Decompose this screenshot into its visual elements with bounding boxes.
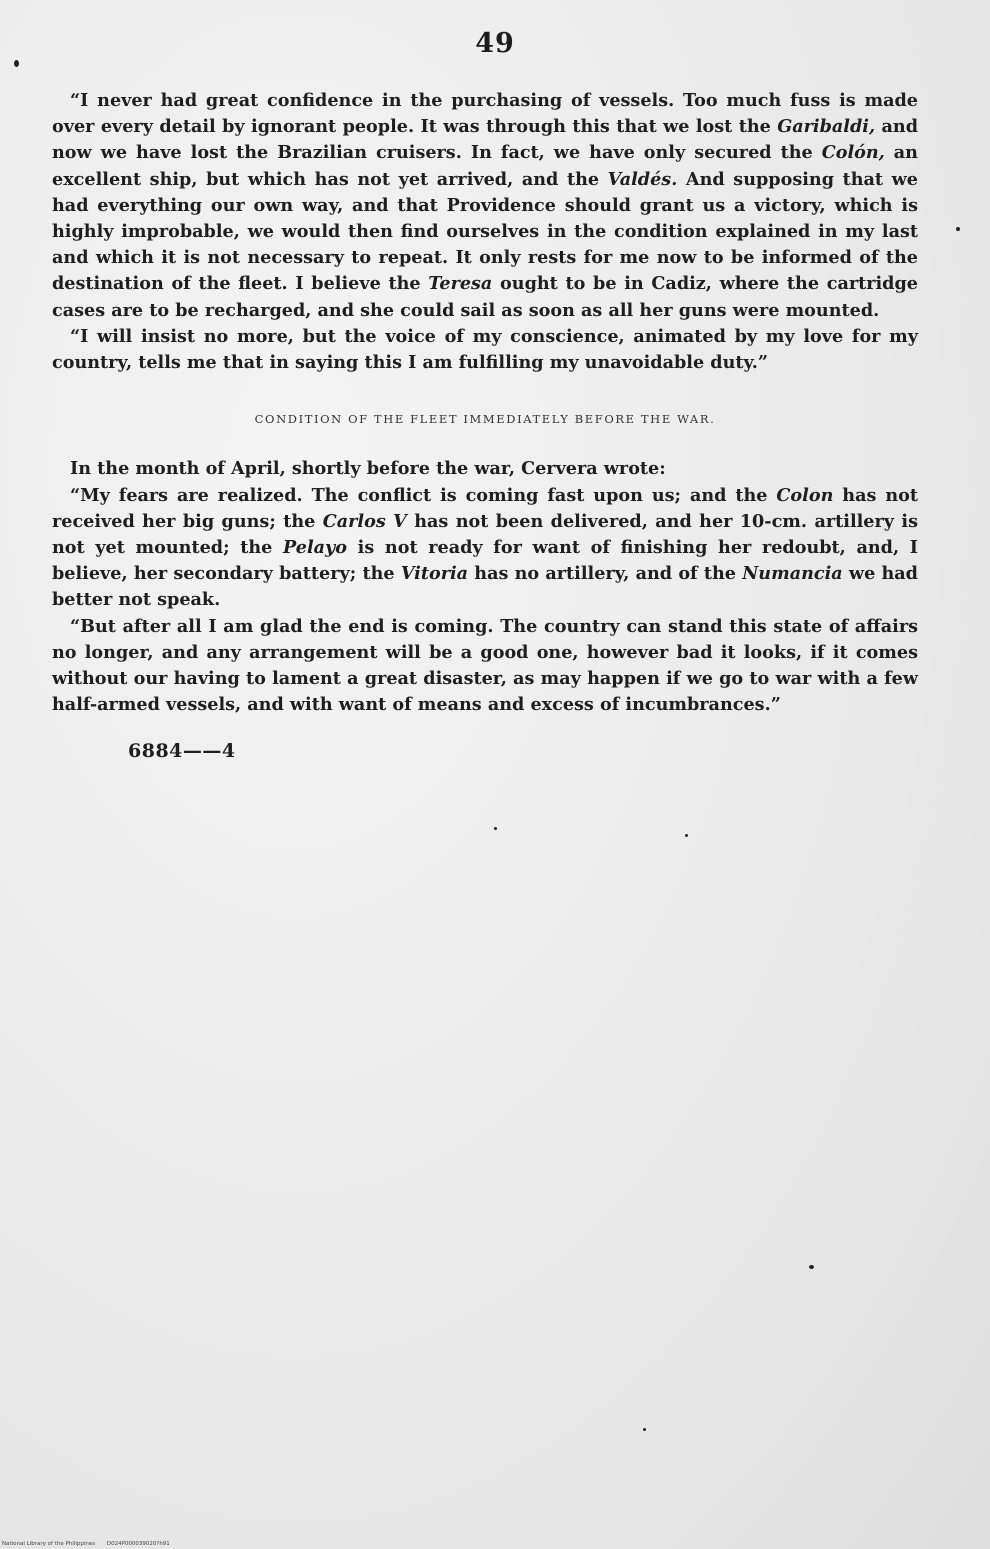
text-run: “But after all I am glad the end is coming. The country can stand this state of affairs no longer, and any arrangement will be a good one, however bad it looks, if it comes without our having to lament a great disaster, as may happen if we go to war with a few half-armed vessels, and with want of means and excess of incumbrances.” xyxy=(52,615,918,716)
ship-name: Colon xyxy=(776,484,834,506)
document-body xyxy=(52,88,918,765)
scan-speck xyxy=(494,827,497,830)
text-run: has not been delivered, and her 10-cm. artillery is not yet mounted; the xyxy=(52,510,918,559)
ship-name: Numancia xyxy=(742,563,843,585)
paragraphs-before-heading xyxy=(52,88,918,376)
paragraph xyxy=(52,614,918,719)
text-run: has no artillery, and of the xyxy=(468,563,743,585)
text-run: “I will insist no more, but the voice of my conscience, animated by my love for my country, tells me that in saying this I am fulfilling my unavoidable duty.” xyxy=(52,325,918,374)
text-run: “My fears are realized. The conflict is coming fast upon us; and the xyxy=(70,484,777,506)
text-run: an excellent ship, but which has not yet arrived, and the xyxy=(52,142,918,190)
ship-name: Carlos V xyxy=(322,510,407,532)
text-run: And supposing that we had everything our own way, and that Providence should grant us a victory, which is highly improbable, we would then find ourselves in the condition explained in my last and which it is not necessary to repeat. It only rests for me now to be informed of the destination of the fleet. I believe the xyxy=(52,168,919,295)
ship-name: Colón, xyxy=(821,142,885,164)
text-run: ought to be in Cadiz, where the cartridge cases are to be recharged, and she could sail as soon as all her guns were mounted. xyxy=(52,273,918,321)
text-run: and now we have lost the Brazilian cruisers. In fact, we have only secured the xyxy=(52,116,918,164)
paragraph xyxy=(52,456,918,482)
signature-mark: 6884——4 xyxy=(128,740,236,763)
ship-name: Teresa xyxy=(428,273,493,295)
paragraphs-after-heading xyxy=(52,456,918,718)
paragraph xyxy=(52,483,918,614)
footer-code: D024P000039020?h91 xyxy=(106,1541,170,1547)
text-run: has not received her big guns; the xyxy=(52,484,918,532)
text-run: we had better not speak. xyxy=(52,563,918,611)
text-run: is not ready for want of finishing her redoubt, and, I believe, her secondary battery; the xyxy=(52,537,918,585)
scan-speck xyxy=(956,227,960,231)
ship-name: Valdés. xyxy=(607,168,678,190)
scan-speck xyxy=(685,834,688,837)
text-run: In the month of April, shortly before the war, Cervera wrote: xyxy=(70,458,666,480)
ship-name: Pelayo xyxy=(283,537,348,559)
section-heading: CONDITION OF THE FLEET IMMEDIATELY BEFORE THE WAR. xyxy=(254,412,716,427)
scan-speck xyxy=(643,1428,646,1431)
footer-library: National Library of the Philippines xyxy=(2,1541,96,1547)
ship-name: Garibaldi, xyxy=(777,116,876,138)
page-number: 49 xyxy=(475,28,515,59)
ship-name: Vitoria xyxy=(400,563,469,585)
scan-speck xyxy=(14,60,19,67)
paragraph xyxy=(52,324,918,376)
scan-footer xyxy=(2,1541,180,1547)
paragraph xyxy=(52,88,918,324)
text-run: “I never had great confidence in the purchasing of vessels. Too much fuss is made over every detail by ignorant people. It was through this that we lost the xyxy=(52,90,918,138)
scan-speck xyxy=(809,1265,814,1269)
